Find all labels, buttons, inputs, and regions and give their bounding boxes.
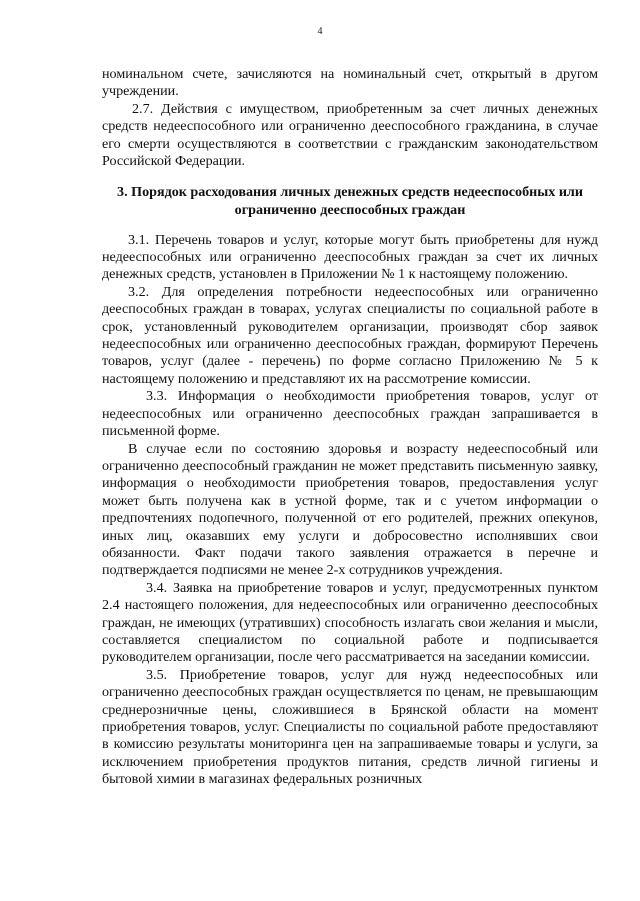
- paragraph-continuation: номинальном счете, зачисляются на номинальный счет, открытый в другом учреждении.: [102, 66, 598, 100]
- page-number: 4: [317, 26, 323, 37]
- document-body: [102, 66, 598, 789]
- paragraph-3-3: 3.3. Информация о необходимости приобретения товаров, услуг от недееспособных или ограниченно дееспособных граждан запрашивается в письменной форме.: [102, 388, 598, 440]
- paragraph-3-4: 3.4. Заявка на приобретение товаров и услуг, предусмотренных пунктом 2.4 настоящего положения, для недееспособных или ограниченно дееспособных граждан, не имеющих (утративших) способность излагать свои желания и мысли, составляется специалистом по социальной работе и подписывается руководителем организации, после чего рассматривается на заседании комиссии.: [102, 579, 598, 666]
- paragraph-3-5: 3.5. Приобретение товаров, услуг для нужд недееспособных или ограниченно дееспособных граждан осуществляется по ценам, не превышающим среднерозничные цены, сложившиеся в Брянской области на момент приобретения товаров, услуг. Специалисты по социальной работе предоставляют в комиссию результаты мониторинга цен на запрашиваемые товары и услуги, за исключением приобретения продуктов питания, средств личной гигиены и бытовой химии в магазинах федеральных розничных: [102, 666, 598, 788]
- paragraph-3-3-continued: В случае если по состоянию здоровья и возрасту недееспособный или ограниченно дееспособный гражданин не может представить письменную заявку, информация о необходимости приобретения товаров, предоставления услуг может быть получена как в устной форме, так и с учетом информации о предпочтениях подопечного, полученной от его родителей, прежних опекунов, иных лиц, оказавших ему услуги и добросовестно исполнявших свои обязанности. Факт подачи такого заявления отражается в перечне и подтверждается подписями не менее 2-х сотрудников учреждения.: [102, 440, 598, 579]
- paragraph-2-7: 2.7. Действия с имуществом, приобретенным за счет личных денежных средств недееспособного или ограниченно дееспособного гражданина, в случае его смерти осуществляются в соответствии с гражданским законодательством Российской Федерации.: [102, 100, 598, 170]
- paragraph-3-1: 3.1. Перечень товаров и услуг, которые могут быть приобретены для нужд недееспособных или ограниченно дееспособных граждан за счет их личных денежных средств, установлен в Приложении № 1 к настоящему положению.: [102, 231, 598, 283]
- section-heading-3: 3. Порядок расходования личных денежных средств недееспособных или ограниченно дееспособных граждан: [117, 184, 583, 219]
- paragraph-3-2: 3.2. Для определения потребности недееспособных или ограниченно дееспособных граждан в товарах, услугах специалисты по социальной работе в срок, установленный руководителем организации, производят сбор заявок недееспособных или ограниченно дееспособных граждан, формируют Перечень товаров, услуг (далее - перечень) по форме согласно Приложению № 5 к настоящему положению и представляют их на рассмотрение комиссии.: [102, 283, 598, 387]
